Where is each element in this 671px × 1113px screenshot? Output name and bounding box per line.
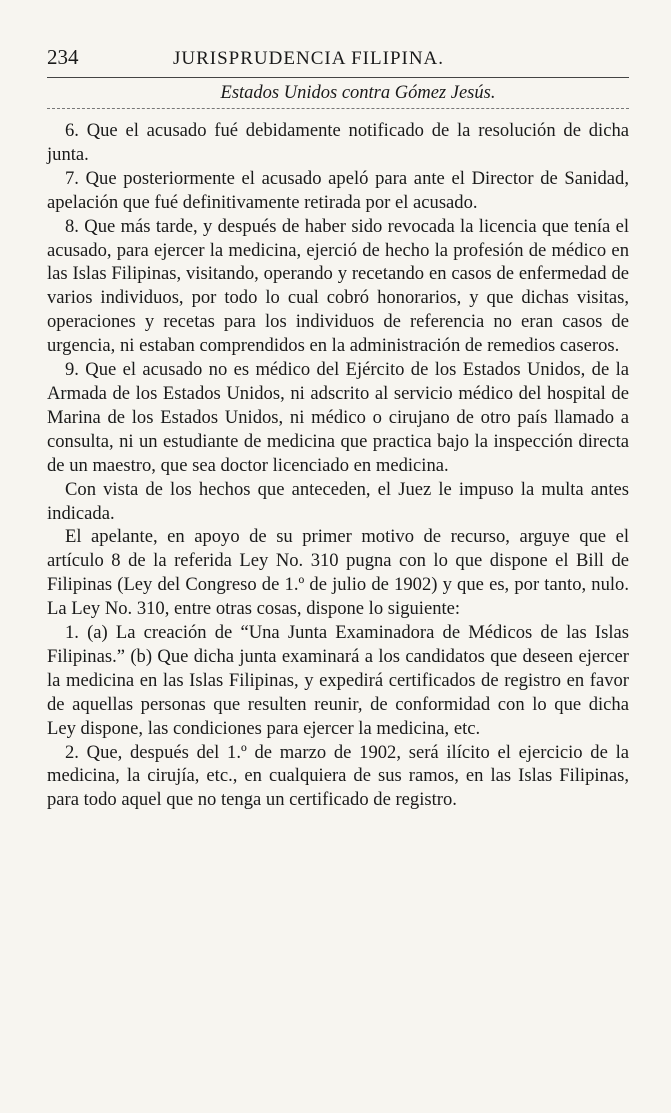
paragraph-7: 7. Que posteriormente el acusado apeló para ante el Director de Sanidad, apelación que fué definitivamente retirada por el acusado. [47,167,629,213]
book-page [47,45,629,812]
paragraph-8: 8. Que más tarde, y después de haber sido revocada la licencia que tenía el acusado, para ejercer la medicina, ejerció de hecho la profesión de médico en las Islas Filipinas, visitando, operando y recetando en casos de enfermedad de varios individuos, por todo lo cual cobró honorarios, y que dichas visitas, operaciones y recetas para los individuos de referencia no eran casos de urgencia, ni estaban comprendidos en la administración de remedios caseros. [47,215,629,357]
paragraph-6: 6. Que el acusado fué debidamente notificado de la resolución de dicha junta. [47,120,629,165]
paragraph-law-item-2: 2. Que, después del 1.º de marzo de 1902, será ilícito el ejercicio de la medicina, la cirujía, etc., en cualquiera de sus ramos, en las Islas Filipinas, para todo aquel que no tenga un certificado de registro. [47,741,629,811]
case-title: Estados Unidos contra Gómez Jesús. [220,83,496,103]
paragraph-9: 9. Que el acusado no es médico del Ejército de los Estados Unidos, de la Armada de los Estados Unidos, ni adscrito al servicio médico del hospital de Marina de los Estados Unidos, ni médico o cirujano de otro país llamado a consulta, ni un estudiante de medicina que practica bajo la inspección directa de un maestro, que sea doctor licenciado en medicina. [47,359,629,476]
running-title: JURISPRUDENCIA FILIPINA. [173,48,445,69]
paragraph-law-item-1: 1. (a) La creación de “Una Junta Examinadora de Médicos de las Islas Filipinas.” (b) Que dicha junta examinará a los candidatos que deseen ejercer la medicina en las Islas Filipinas, y expedirá certificados de registro en favor de aquellas personas que resulten reunir, de conformidad con lo que dicha Ley dispone, las condiciones para ejercer la medicina, etc. [47,622,629,739]
body-text [47,119,629,812]
page-number: 234 [47,45,79,69]
page-header [47,45,629,77]
paragraph-appellant: El apelante, en apoyo de su primer motivo de recurso, arguye que el artículo 8 de la referida Ley No. 310 pugna con lo que dispone el Bill de Filipinas (Ley del Congreso de 1.º de julio de 1902) y que es, por tanto, nulo. La Ley No. 310, entre otras cosas, dispone lo siguiente: [47,526,629,620]
paragraph-fine: Con vista de los hechos que anteceden, el Juez le impuso la multa antes indicada. [47,478,629,524]
subtitle-rule [47,108,629,109]
